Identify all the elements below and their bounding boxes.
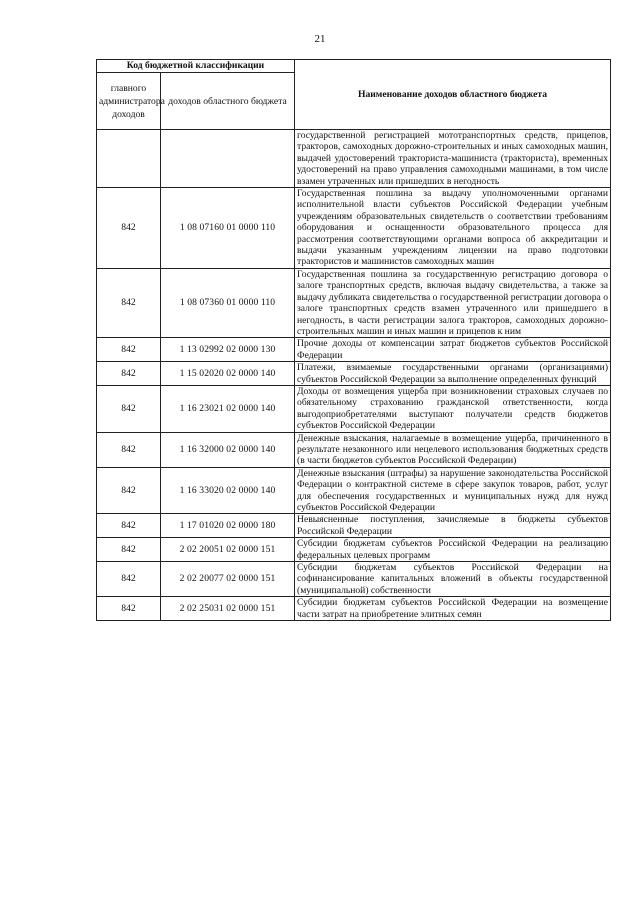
header-code-group: Код бюджетной классификации xyxy=(97,60,295,73)
admin-code-cell: 842 xyxy=(97,432,161,467)
table-row xyxy=(97,597,611,621)
header-admin: главного администратора доходов xyxy=(97,73,161,130)
income-name-cell: Доходы от возмещения ущерба при возникновении страховых случаев по обязательному страхованию гражданской ответственности, когда выгодоприобретателями выступают получатели средств бюджетов субъектов Российской Федерации xyxy=(295,385,611,432)
income-code-cell: 2 02 25031 02 0000 151 xyxy=(161,597,295,621)
income-name-cell: государственной регистрацией мототранспортных средств, прицепов, тракторов, самоходных дорожно-строительных и иных самоходных машин, выдачей удостоверений тракториста-машиниста (тракториста), временных удостоверений на право управления самоходными машинами, в том числе взамен утраченных или пришедших в негодность xyxy=(295,130,611,188)
table-header-row xyxy=(97,60,611,73)
income-name-cell: Прочие доходы от компенсации затрат бюджетов субъектов Российской Федерации xyxy=(295,338,611,362)
admin-code-cell: 842 xyxy=(97,562,161,597)
income-code-cell: 1 08 07160 01 0000 110 xyxy=(161,188,295,269)
header-name: Наименование доходов областного бюджета xyxy=(295,60,611,130)
table-row xyxy=(97,130,611,188)
income-name-cell: Денежные взыскания (штрафы) за нарушение законодательства Российской Федерации о контрактной системе в сфере закупок товаров, работ, услуг для обеспечения государственных и муниципальных нужд для нужд субъектов Российской Федерации xyxy=(295,467,611,514)
income-name-cell: Государственная пошлина за государственную регистрацию договора о залоге транспортных средств, включая выдачу свидетельства, а также за выдачу дубликата свидетельства о государственной регистрации договора о залоге транспортных средств взамен утраченного или пришедшего в негодность, в части регистрации залога тракторов, самоходных дорожно-строительных машин и иных машин и прицепов к ним xyxy=(295,268,611,337)
income-name-cell: Невыясненные поступления, зачисляемые в бюджеты субъектов Российской Федерации xyxy=(295,514,611,538)
table-row xyxy=(97,562,611,597)
income-name-cell: Платежи, взимаемые государственными органами (организациями) субъектов Российской Федерации за выполнение определенных функций xyxy=(295,362,611,386)
table-row xyxy=(97,268,611,337)
budget-classification-table xyxy=(96,59,611,621)
income-code-cell: 2 02 20077 02 0000 151 xyxy=(161,562,295,597)
table-row xyxy=(97,338,611,362)
income-name-cell: Субсидии бюджетам субъектов Российской Федерации на реализацию федеральных целевых программ xyxy=(295,538,611,562)
table-row xyxy=(97,432,611,467)
admin-code-cell: 842 xyxy=(97,514,161,538)
page-number: 21 xyxy=(314,33,326,45)
income-name-cell: Субсидии бюджетам субъектов Российской Федерации на софинансирование капитальных вложений в объекты государственной (муниципальной) собственности xyxy=(295,562,611,597)
admin-code-cell: 842 xyxy=(97,338,161,362)
income-code-cell: 1 15 02020 02 0000 140 xyxy=(161,362,295,386)
income-code-cell xyxy=(161,130,295,188)
admin-code-cell: 842 xyxy=(97,362,161,386)
table-row xyxy=(97,467,611,514)
header-income: доходов областного бюджета xyxy=(161,73,295,130)
income-name-cell: Государственная пошлина за выдачу уполномоченными органами исполнительной власти субъектов Российской Федерации учебным учреждениям образовательных свидетельств о соответствии требованиям оборудования и оснащенности образовательного процесса для рассмотрения соответствующими органами вопроса об аккредитации и выдачи указанным учреждениям лицензии на право подготовки трактористов и машинистов самоходных машин xyxy=(295,188,611,269)
admin-code-cell: 842 xyxy=(97,188,161,269)
income-code-cell: 1 16 32000 02 0000 140 xyxy=(161,432,295,467)
income-code-cell: 1 16 23021 02 0000 140 xyxy=(161,385,295,432)
table-row xyxy=(97,538,611,562)
income-code-cell: 2 02 20051 02 0000 151 xyxy=(161,538,295,562)
admin-code-cell: 842 xyxy=(97,268,161,337)
table-row xyxy=(97,514,611,538)
admin-code-cell: 842 xyxy=(97,597,161,621)
income-name-cell: Денежные взыскания, налагаемые в возмещение ущерба, причиненного в результате незаконного или нецелевого использования бюджетных средств (в части бюджетов субъектов Российской Федерации) xyxy=(295,432,611,467)
table-row xyxy=(97,385,611,432)
admin-code-cell: 842 xyxy=(97,467,161,514)
table-row xyxy=(97,362,611,386)
income-code-cell: 1 08 07360 01 0000 110 xyxy=(161,268,295,337)
admin-code-cell xyxy=(97,130,161,188)
admin-code-cell: 842 xyxy=(97,385,161,432)
table-row xyxy=(97,188,611,269)
income-code-cell: 1 16 33020 02 0000 140 xyxy=(161,467,295,514)
income-code-cell: 1 13 02992 02 0000 130 xyxy=(161,338,295,362)
income-code-cell: 1 17 01020 02 0000 180 xyxy=(161,514,295,538)
admin-code-cell: 842 xyxy=(97,538,161,562)
income-name-cell: Субсидии бюджетам субъектов Российской Федерации на возмещение части затрат на приобретение элитных семян xyxy=(295,597,611,621)
